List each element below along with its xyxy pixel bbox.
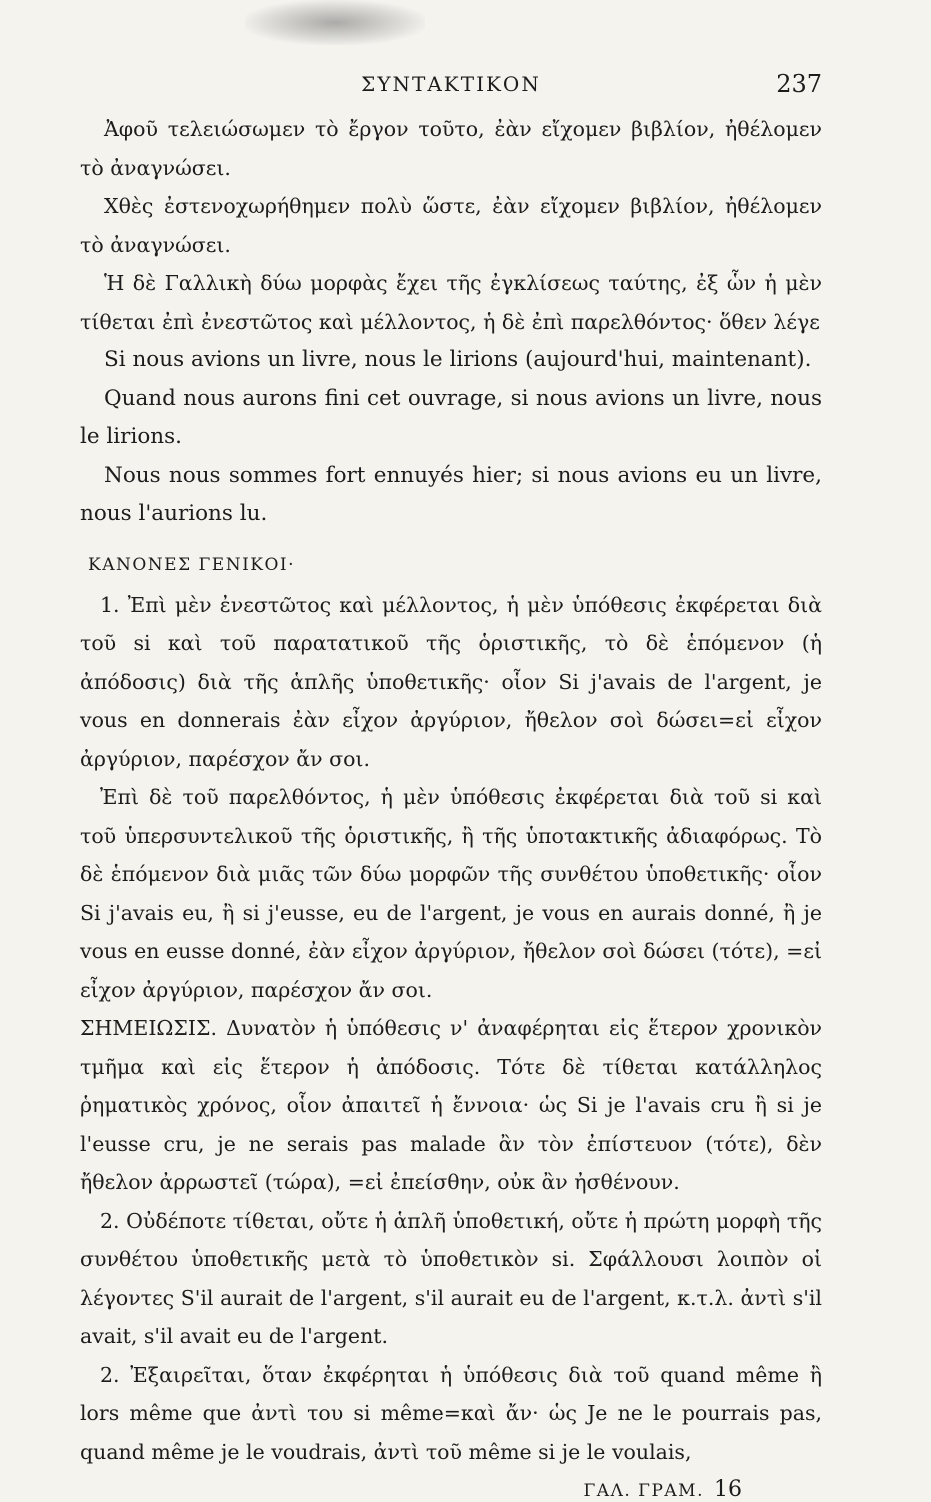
rule-1: 1. Ἐπὶ μὲν ἐνεστῶτος καὶ μέλλοντος, ἡ μὲν ὑπόθεσις ἐκφέρεται διὰ τοῦ si καὶ τοῦ παρατατικοῦ τῆς ὁριστικῆς, τὸ δὲ ἑπόμενον (ἡ ἀπόδοσις) διὰ τῆς ἁπλῆς ὑποθετικῆς· οἷον Si j'avais de l'argent, je vous en donnerais ἐὰν εἶχον ἀργύριον, ἤθελον σοὶ δώσει=εἰ εἶχον ἀργύριον, παρέσχον ἄν σοι. bbox=[80, 592, 822, 771]
paragraph-2: Χθὲς ἐστενοχωρήθημεν πολὺ ὥστε, ἐὰν εἴχομεν βιβλίον, ἠθέλομεν τὸ ἀναγνώσει. bbox=[80, 194, 822, 257]
paragraph-5: Quand nous aurons fini cet ouvrage, si nous avions un livre, nous le lirions. bbox=[80, 385, 822, 449]
rule-2: 2. Οὐδέποτε τίθεται, οὔτε ἡ ἁπλῆ ὑποθετική, οὔτε ἡ πρώτη μορφὴ τῆς συνθέτου ὑποθετικῆς μετὰ τὸ ὑποθετικὸν si. Σφάλλουσι λοιπὸν οἱ λέγοντες S'il aurait de l'argent, s'il aurait eu de l'argent, κ.τ.λ. ἀντὶ s'il avait, s'il avait eu de l'argent. bbox=[80, 1208, 822, 1348]
page-number: 237 bbox=[776, 70, 822, 98]
paragraph-6: Nous nous sommes fort ennuyés hier; si nous avions eu un livre, nous l'aurions lu. bbox=[80, 462, 822, 526]
paragraph-4: Si nous avions un livre, nous le lirions (aujourd'hui, maintenant). bbox=[104, 347, 812, 372]
section-heading: ΚΑΝΟΝΕΣ ΓΕΝΙΚΟΙ· bbox=[88, 554, 296, 575]
running-head bbox=[80, 70, 822, 110]
scan-shadow bbox=[245, 0, 425, 45]
signature-number: 16 bbox=[714, 1477, 742, 1502]
rule-1-past: Ἐπὶ δὲ τοῦ παρελθόντος, ἡ μὲν ὑπόθεσις ἐκφέρεται διὰ τοῦ si καὶ τοῦ ὑπερσυντελικοῦ τῆς ὁριστικῆς, ἢ τῆς ὑποτακτικῆς ἀδιαφόρως. Τὸ δὲ ἑπόμενον διὰ μιᾶς τῶν δύω μορφῶν τῆς συνθέτου ὑποθετικῆς· οἷον Si j'avais eu, ἢ si j'eusse, eu de l'argent, je vous en aurais donné, ἢ je vous en eusse donné, ἐὰν εἶχον ἀργύριον, ἤθελον σοὶ δώσει (τότε), =εἰ εἶχον ἀργύριον, παρέσχον ἄν σοι. bbox=[80, 785, 823, 1002]
rule-2-exception: 2. Ἐξαιρεῖται, ὅταν ἐκφέρηται ἡ ὑπόθεσις διὰ τοῦ quand même ἢ lors même que ἀντὶ του si même=καὶ ἄν· ὡς Je ne le pourrais pas, quand même je le voudrais, ἀντὶ τοῦ même si je le voulais, bbox=[80, 1362, 822, 1464]
paragraph-1: Ἀφοῦ τελειώσωμεν τὸ ἔργον τοῦτο, ἐὰν εἴχομεν βιβλίον, ἠθέλομεν τὸ ἀναγνώσει. bbox=[80, 117, 822, 180]
page-footer bbox=[80, 1477, 822, 1502]
paragraph-3: Ἡ δὲ Γαλλικὴ δύω μορφὰς ἔχει τῆς ἐγκλίσεως ταύτης, ἐξ ὧν ἡ μὲν τίθεται ἐπὶ ἐνεστῶτος καὶ μέλλοντος, ἡ δὲ ἐπὶ παρελθόντος· ὅθεν λέγε bbox=[80, 271, 822, 334]
running-title: ΣΥΝΤΑΚΤΙΚΟΝ bbox=[361, 72, 541, 96]
note-paragraph: ΣΗΜΕΙΩΣΙΣ. Δυνατὸν ἡ ὑπόθεσις ν' ἀναφέρηται εἰς ἕτερον χρονικὸν τμῆμα καὶ εἰς ἕτερον ἡ ἀπόδοσις. Τότε δὲ τίθεται κατάλληλος ῥηματικὸς χρόνος, οἷον ἀπαιτεῖ ἡ ἔννοια· ὡς Si je l'avais cru ἢ si je l'eusse cru, je ne serais pas malade ἂν τὸν ἐπίστευον (τότε), δὲν ἤθελον ἀρρωστεῖ (τώρα), =εἰ ἐπείσθην, οὐκ ἂν ἠσθένουν. bbox=[80, 1016, 822, 1194]
signature-mark: ΓΑΛ. ΓΡΑΜ. bbox=[583, 1481, 704, 1501]
book-page bbox=[80, 70, 822, 1502]
